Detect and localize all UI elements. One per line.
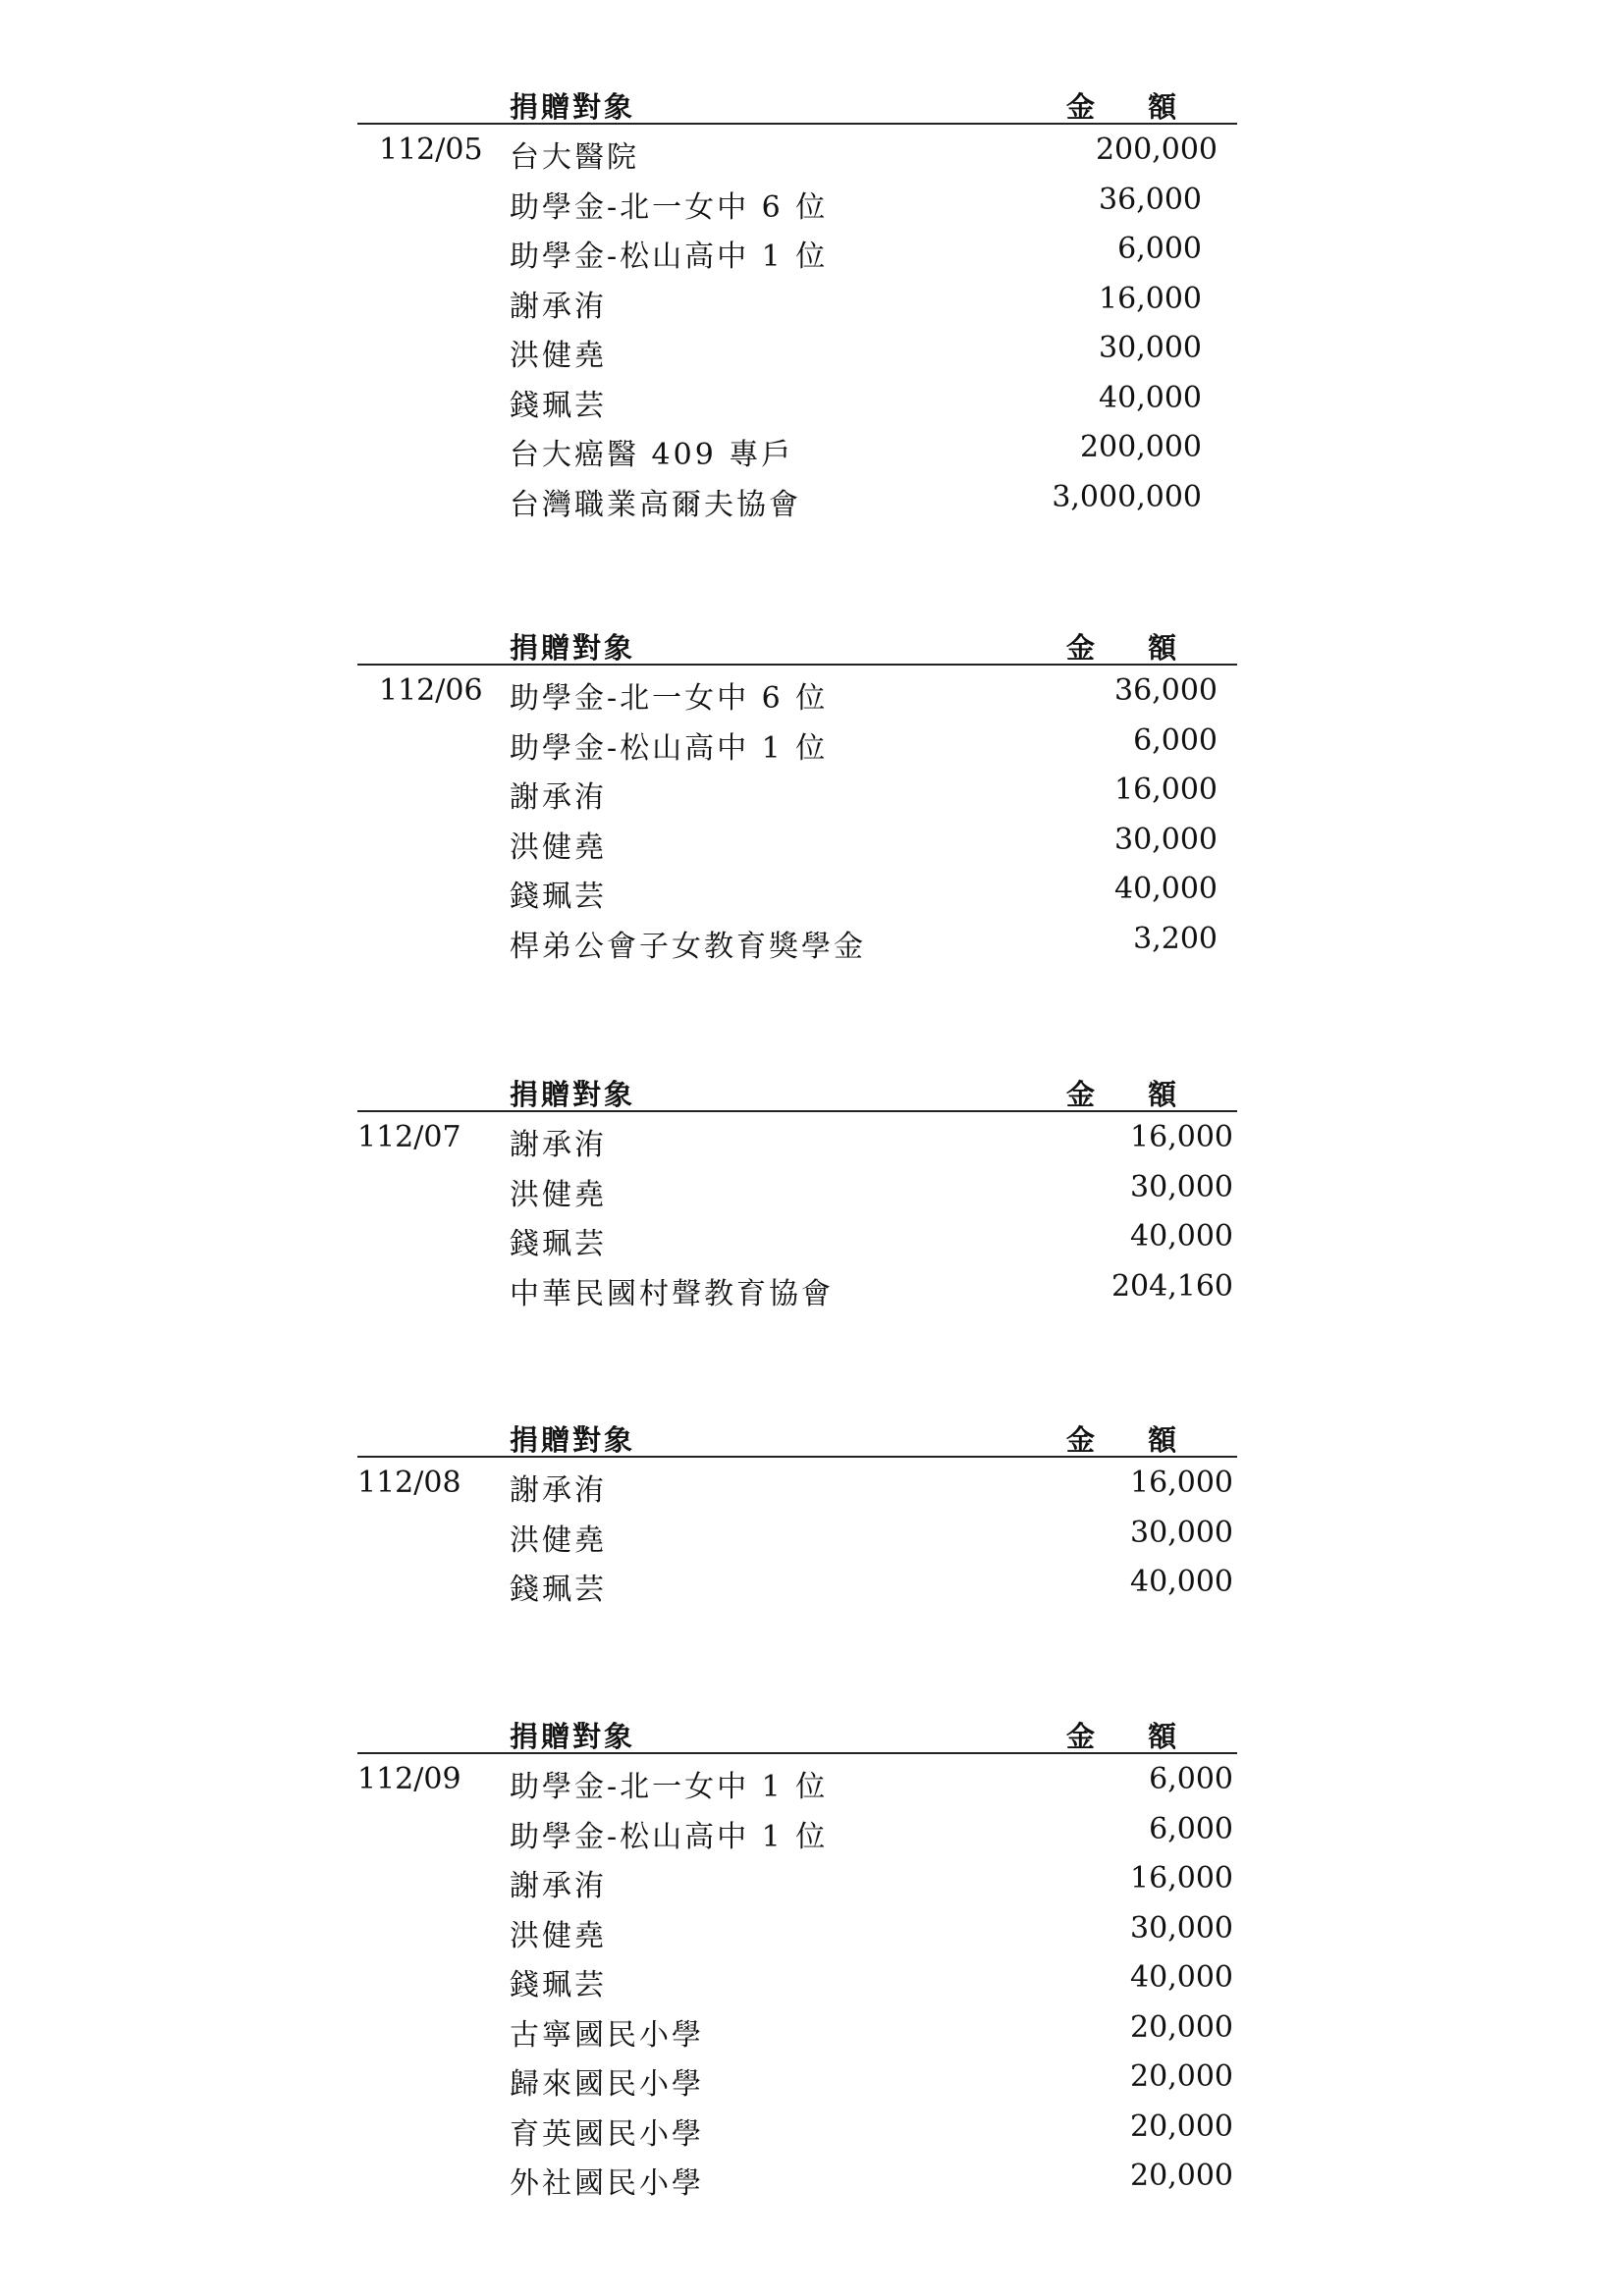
donation-amount: 20,000	[1130, 2109, 1233, 2144]
donation-amount: 3,000,000	[1052, 479, 1202, 514]
donation-amount: 40,000	[1130, 1219, 1233, 1254]
table-row	[357, 1458, 1237, 1508]
donation-amount: 20,000	[1130, 2159, 1233, 2193]
donation-amount: 204,160	[1110, 1268, 1233, 1304]
recipient-column-header: 捐贈對象	[510, 1720, 636, 1753]
donation-amount: 200,000	[1095, 133, 1218, 167]
donation-amount: 200,000	[1079, 430, 1202, 464]
table-row	[357, 1508, 1237, 1558]
donation-amount: 30,000	[1130, 1910, 1233, 1946]
table-row	[357, 274, 1237, 324]
recipient-column-header: 捐贈對象	[510, 1078, 636, 1111]
table-row	[357, 1952, 1237, 2002]
donation-section-112-07	[357, 1071, 1237, 1310]
recipient-name: 台大醫院	[510, 140, 639, 175]
table-row	[357, 1261, 1237, 1311]
recipient-name: 助學金-北一女中 1 位	[510, 1770, 829, 1804]
recipient-name: 錢珮芸	[510, 388, 607, 423]
table-row	[357, 765, 1237, 815]
table-row	[357, 1754, 1237, 1804]
donation-amount: 40,000	[1130, 1565, 1233, 1599]
recipient-name: 台大癌醫 409 專戶	[510, 438, 794, 472]
recipient-name: 錢珮芸	[510, 1573, 607, 1607]
donation-section-112-05	[357, 83, 1237, 521]
table-row	[357, 1112, 1237, 1162]
recipient-name: 古寧國民小學	[510, 2017, 704, 2053]
table-row	[357, 864, 1237, 914]
donation-amount: 30,000	[1099, 331, 1202, 365]
table-row	[357, 1211, 1237, 1261]
table-row	[357, 224, 1237, 274]
recipient-name: 助學金-松山高中 1 位	[510, 240, 829, 274]
section-header	[357, 624, 1237, 664]
table-row	[357, 2102, 1237, 2152]
table-row	[357, 323, 1237, 373]
table-row	[357, 815, 1237, 865]
recipient-column-header: 捐贈對象	[510, 1423, 636, 1457]
donation-amount: 16,000	[1114, 773, 1218, 807]
table-row	[357, 1903, 1237, 1953]
recipient-name: 洪健堯	[510, 339, 607, 373]
donation-section-112-08	[357, 1416, 1237, 1607]
table-row	[357, 472, 1237, 522]
section-header	[357, 1713, 1237, 1752]
table-row	[357, 2151, 1237, 2201]
period-label: 112/07	[357, 1120, 461, 1154]
donation-amount: 30,000	[1130, 1169, 1233, 1204]
amount-column-header: 金 額	[1066, 1720, 1199, 1753]
recipient-name: 桿弟公會子女教育獎學金	[510, 929, 866, 964]
table-row	[357, 373, 1237, 423]
donation-amount: 16,000	[1130, 1466, 1233, 1500]
donation-amount: 16,000	[1130, 1120, 1233, 1154]
recipient-name: 謝承洧	[510, 289, 607, 324]
recipient-name: 助學金-北一女中 6 位	[510, 189, 829, 225]
table-row	[357, 1853, 1237, 1903]
section-header	[357, 1416, 1237, 1456]
amount-column-header: 金 額	[1066, 631, 1199, 665]
donation-amount: 16,000	[1099, 281, 1202, 316]
recipient-name: 洪健堯	[510, 1918, 607, 1953]
donation-amount: 20,000	[1130, 2059, 1233, 2094]
amount-column-header: 金 額	[1066, 1078, 1199, 1111]
donation-amount: 36,000	[1114, 673, 1218, 708]
table-row	[357, 1557, 1237, 1607]
recipient-name: 外社國民小學	[510, 2166, 704, 2201]
recipient-name: 錢珮芸	[510, 1227, 607, 1261]
recipient-column-header: 捐贈對象	[510, 631, 636, 665]
recipient-name: 錢珮芸	[510, 880, 607, 914]
donation-amount: 30,000	[1114, 822, 1218, 857]
table-row	[357, 1162, 1237, 1212]
donation-amount: 6,000	[1149, 1811, 1233, 1846]
recipient-name: 謝承洧	[510, 780, 607, 815]
recipient-name: 謝承洧	[510, 1869, 607, 1903]
donation-amount: 20,000	[1130, 2009, 1233, 2045]
table-row	[357, 422, 1237, 472]
donation-amount: 40,000	[1130, 1960, 1233, 1995]
recipient-name: 謝承洧	[510, 1473, 607, 1508]
recipient-name: 錢珮芸	[510, 1968, 607, 2002]
table-row	[357, 2052, 1237, 2102]
donation-amount: 40,000	[1114, 872, 1218, 906]
recipient-name: 洪健堯	[510, 829, 607, 865]
period-label: 112/08	[357, 1466, 461, 1500]
amount-column-header: 金 額	[1066, 90, 1199, 124]
recipient-column-header: 捐贈對象	[510, 90, 636, 124]
table-row	[357, 1804, 1237, 1854]
table-row	[357, 175, 1237, 225]
recipient-name: 歸來國民小學	[510, 2067, 704, 2102]
table-row	[357, 716, 1237, 766]
amount-column-header: 金 額	[1066, 1423, 1199, 1457]
period-label: 112/06	[379, 673, 483, 708]
table-row	[357, 125, 1237, 175]
donation-amount: 6,000	[1133, 722, 1218, 758]
recipient-name: 台灣職業高爾夫協會	[510, 487, 801, 522]
period-label: 112/09	[357, 1762, 461, 1796]
recipient-name: 助學金-北一女中 6 位	[510, 681, 829, 716]
period-label: 112/05	[379, 133, 483, 167]
donation-section-112-09	[357, 1713, 1237, 2201]
section-header	[357, 83, 1237, 123]
donation-amount: 3,200	[1133, 921, 1218, 956]
table-row	[357, 914, 1237, 964]
donation-amount: 30,000	[1130, 1515, 1233, 1550]
donation-amount: 6,000	[1117, 232, 1202, 266]
recipient-name: 育英國民小學	[510, 2116, 704, 2152]
recipient-name: 助學金-松山高中 1 位	[510, 730, 829, 766]
table-row	[357, 666, 1237, 716]
recipient-name: 洪健堯	[510, 1177, 607, 1212]
recipient-name: 洪健堯	[510, 1522, 607, 1558]
recipient-name: 中華民國村聲教育協會	[510, 1276, 834, 1311]
recipient-name: 助學金-松山高中 1 位	[510, 1819, 829, 1854]
section-header	[357, 1071, 1237, 1110]
recipient-name: 謝承洧	[510, 1128, 607, 1162]
donation-amount: 6,000	[1149, 1762, 1233, 1796]
donation-amount: 16,000	[1130, 1861, 1233, 1896]
donation-amount: 36,000	[1099, 182, 1202, 217]
table-row	[357, 2002, 1237, 2053]
donation-section-112-06	[357, 624, 1237, 963]
donation-amount: 40,000	[1099, 380, 1202, 415]
